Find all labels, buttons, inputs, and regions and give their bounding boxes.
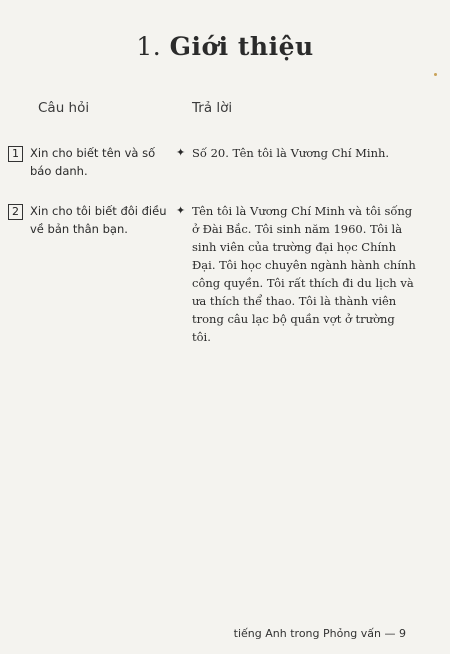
question-number-2: 2 (8, 204, 23, 220)
question-text-2: Xin cho tôi biết đôi điều về bản thân bạn. (30, 204, 167, 236)
page-footer: tiếng Anh trong Phỏng vấn — 9 (233, 627, 406, 640)
section-title: Giới thiệu (169, 32, 314, 61)
question-number-1: 1 (8, 146, 23, 162)
paper-speck (434, 73, 437, 76)
question-text-1: Xin cho biết tên và số báo danh. (30, 146, 156, 178)
answer-text-2: Tên tôi là Vương Chí Minh và tôi sống ở Đài Bắc. Tôi sinh năm 1960. Tôi là sinh viên của trường đại học Chính Đại. Tôi học chuyên ngành hành chính công quyền. Tôi rất thích đi du lịch và ưa thích thể thao. Tôi là thành viên trong câu lạc bộ quần vợt ở trường tôi. (192, 204, 416, 344)
answer-bullet-icon-2: ✦ (176, 204, 186, 217)
answer-text-1: Số 20. Tên tôi là Vương Chí Minh. (192, 146, 390, 160)
page-title (0, 32, 450, 61)
section-number: 1. (136, 32, 162, 61)
column-header-question: Câu hỏi (38, 100, 90, 116)
answer-bullet-icon-1: ✦ (176, 146, 186, 159)
column-header-answer: Trả lời (192, 100, 233, 116)
